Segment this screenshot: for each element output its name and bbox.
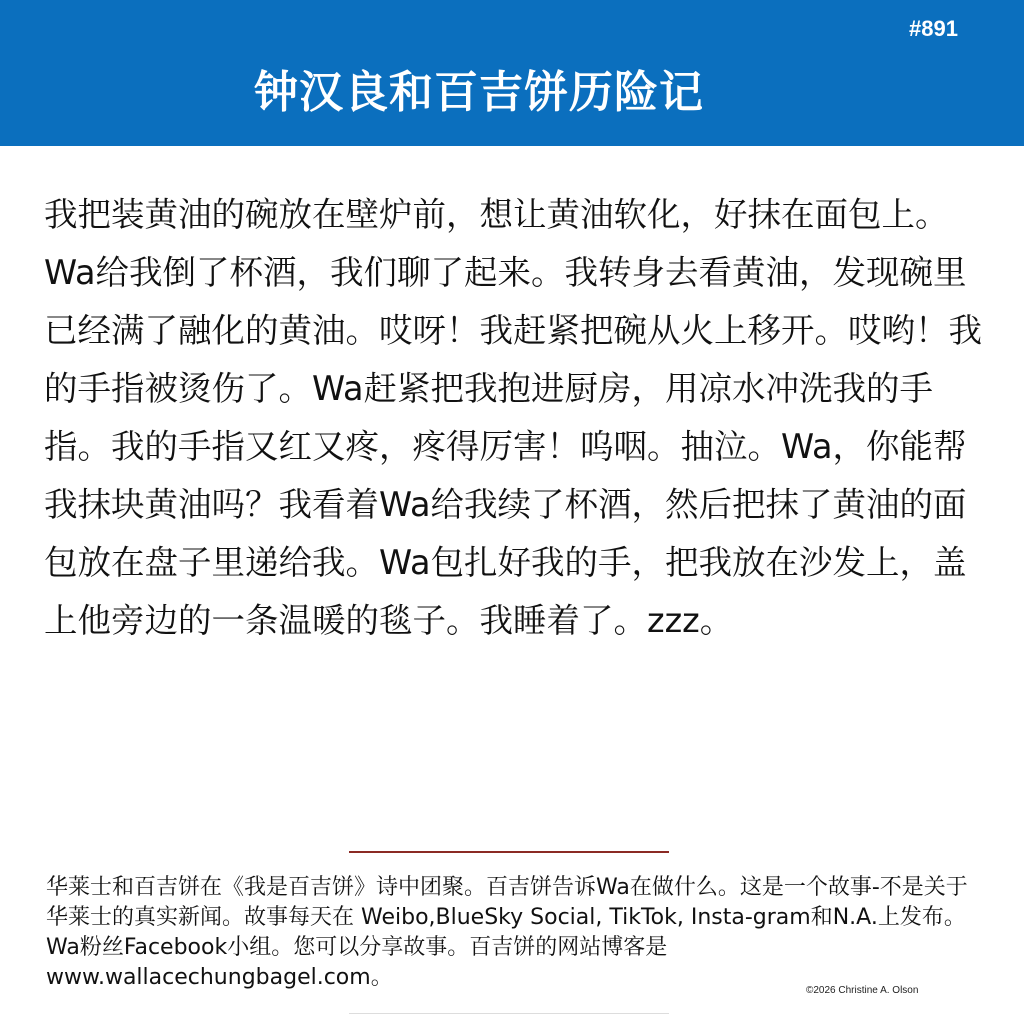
header-banner: [0, 0, 1024, 146]
page-title: 钟汉良和百吉饼历险记: [254, 67, 704, 118]
bottom-divider: [349, 1013, 669, 1014]
copyright: ©2026 Christine A. Olson: [806, 985, 919, 996]
story-text: 我把装黄油的碗放在壁炉前，想让黄油软化，好抹在面包上。Wa给我倒了杯酒，我们聊了起来。我转身去看黄油，发现碗里已经满了融化的黄油。哎呀！我赶紧把碗从火上移开。哎哟！我的手指被烫伤了。Wa赶紧把我抱进厨房，用凉水冲洗我的手指。我的手指又红又疼，疼得厉害！呜咽。抽泣。Wa，你能帮我抹块黄油吗？我看着Wa给我续了杯酒，然后把抹了黄油的面包放在盘子里递给我。Wa包扎好我的手，把我放在沙发上，盖上他旁边的一条温暖的毯子。我睡着了。zzz。: [44, 195, 982, 640]
footer-note: 华莱士和百吉饼在《我是百吉饼》诗中团聚。百吉饼告诉Wa在做什么。这是一个故事-不是关于华莱士的真实新闻。故事每天在 Weibo,BlueSky Social, TikTok, Insta-gram和N.A.上发布。Wa粉丝Facebook小组。您可以分享故事。百吉饼的网站博客是www.wallacechungbagel.com。: [46, 875, 968, 990]
divider: [349, 851, 669, 853]
issue-number: #891: [909, 16, 958, 41]
